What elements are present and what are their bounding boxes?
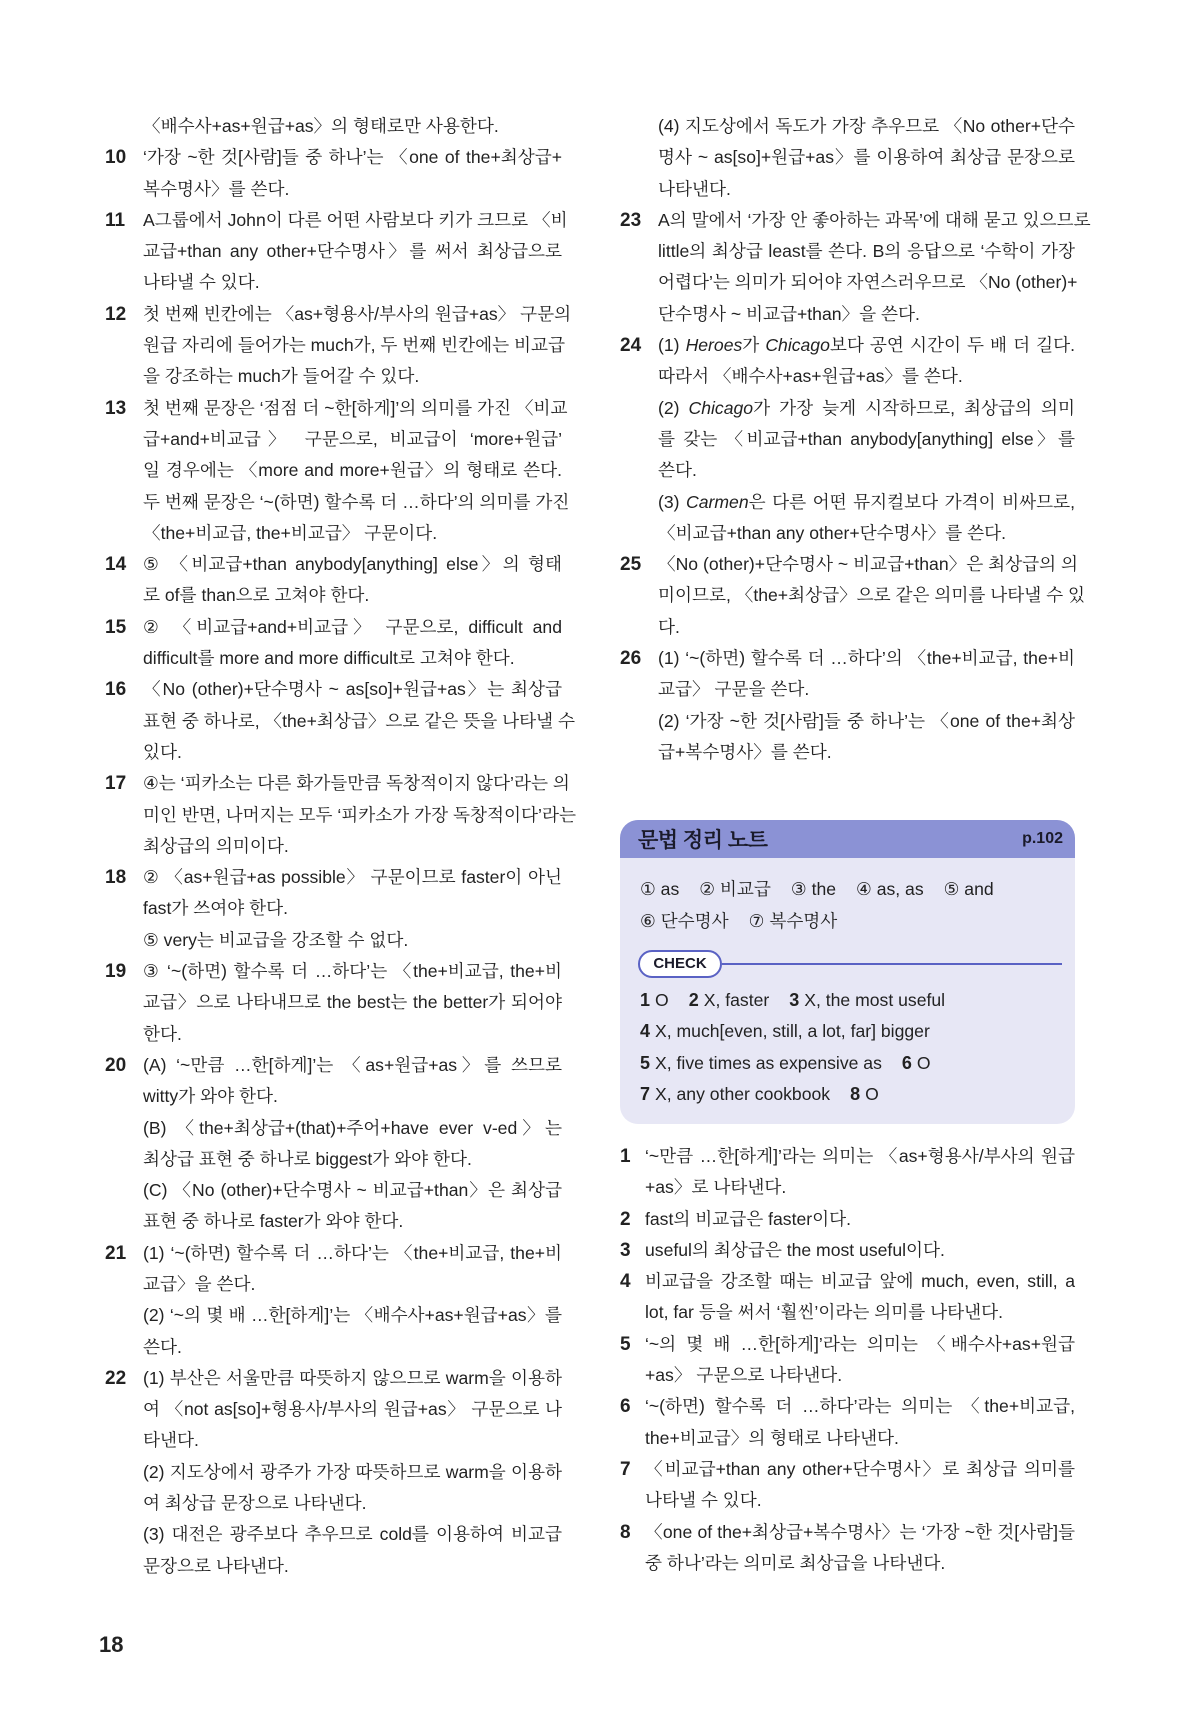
item-paragraph	[658, 393, 1075, 487]
item-body	[143, 956, 562, 1050]
text-line	[658, 393, 1075, 424]
item-number: 18	[105, 867, 127, 889]
item-paragraph	[645, 1391, 1075, 1454]
answer-item	[105, 956, 562, 1050]
item-paragraph	[645, 1204, 1075, 1235]
item-paragraph	[143, 1113, 562, 1176]
text-line: (4) 지도상에서 독도가 가장 추우므로 〈No other+단수	[658, 116, 1075, 136]
text-line: 단수명사 ~ 비교급+than〉을 쓴다.	[658, 303, 920, 324]
text-line: 타낸다.	[143, 1430, 199, 1451]
check-number: 8	[850, 1083, 861, 1104]
text-line: 〈배수사+as+원급+as〉의 형태로만 사용한다.	[143, 116, 499, 136]
text-line: +as〉 구문으로 나타낸다.	[645, 1365, 843, 1386]
text-line: 로 of를 than으로 고쳐야 한다.	[143, 585, 370, 606]
check-answer	[640, 1021, 930, 1041]
blank-answer: ① as	[640, 879, 680, 899]
text-line: 다.	[658, 616, 680, 637]
check-number: 6	[901, 1052, 912, 1073]
answer-item	[105, 1363, 562, 1582]
text-line: ‘~(하면) 할수록 더 …하다’라는 의미는 〈the+비교급,	[645, 1396, 1075, 1417]
item-number: 21	[105, 1242, 127, 1264]
item-paragraph	[658, 487, 1075, 550]
text-line: 〈the+비교급, the+비교급〉 구문이다.	[143, 522, 438, 543]
item-body	[658, 549, 1086, 643]
answer-item	[620, 1141, 1075, 1204]
text-line: difficult를 more and more difficult로 고쳐야 한다.	[143, 648, 515, 669]
blank-answer: ⑦ 복수명사	[748, 911, 838, 931]
item-body	[143, 393, 570, 549]
check-number: 2	[688, 990, 699, 1010]
text-line: 여 〈not as[so]+형용사/부사의 원급+as〉 구문으로 나	[143, 1399, 562, 1420]
item-paragraph	[143, 674, 575, 768]
text-line: (2) 지도상에서 광주가 가장 따뜻하므로 warm을 이용하	[143, 1461, 562, 1482]
text-line: 있다.	[143, 741, 182, 762]
check-number: 4	[640, 1021, 651, 1042]
check-line	[640, 985, 965, 1016]
item-body	[143, 1238, 562, 1363]
right-answer-column	[620, 111, 1091, 768]
item-number: 3	[620, 1239, 631, 1261]
text-line: 를 갖는 〈비교급+than anybody[anything] else〉를	[658, 428, 1075, 449]
text-line: 첫 번째 빈칸에는 〈as+형용사/부사의 원급+as〉 구문의	[143, 303, 572, 324]
item-number: 6	[620, 1396, 631, 1418]
check-answer	[640, 1084, 830, 1104]
text-line: (A) ‘~만큼 …한[하게]’는 〈as+원급+as〉를 쓰므로	[143, 1054, 562, 1075]
text-line: 〈No (other)+단수명사 ~ 비교급+than〉은 최상급의 의	[658, 554, 1078, 575]
check-number: 7	[640, 1083, 651, 1104]
item-body	[658, 205, 1091, 330]
item-number	[620, 111, 658, 205]
item-paragraph	[645, 1329, 1075, 1392]
item-paragraph	[645, 1266, 1075, 1329]
item-paragraph	[658, 330, 1075, 393]
item-number: 15	[105, 616, 127, 638]
item-number	[105, 111, 143, 142]
check-value: O	[655, 990, 669, 1010]
check-value: X, any other cookbook	[655, 1083, 831, 1104]
text-line: 원급 자리에 들어가는 much가, 두 번째 빈칸에는 비교급	[143, 335, 566, 356]
item-body	[645, 1141, 1075, 1204]
grammar-note-answers	[640, 873, 1060, 937]
text-line: 급+and+비교급〉 구문으로, 비교급이 ‘more+원급’	[143, 428, 562, 449]
text-line: (1) ‘~(하면) 할수록 더 …하다’의 〈the+비교급, the+비	[658, 648, 1075, 669]
check-answer	[902, 1053, 931, 1073]
answer-item	[105, 768, 576, 862]
item-paragraph	[645, 1454, 1075, 1517]
text-line: ④는 ‘피카소는 다른 화가들만큼 독창적이지 않다’라는 의	[143, 773, 570, 794]
text-line: A그룹에서 John이 다른 어떤 사람보다 키가 크므로 〈비	[143, 209, 568, 230]
check-answer	[789, 990, 945, 1010]
item-body	[143, 612, 562, 675]
check-number: 5	[640, 1052, 651, 1073]
item-body	[645, 1391, 1075, 1454]
text-line: ⑤ very는 비교급을 강조할 수 없다.	[143, 929, 409, 950]
item-body	[645, 1517, 1075, 1580]
text-line: useful의 최상급은 the most useful이다.	[645, 1239, 945, 1260]
text-line: 쓴다.	[658, 460, 697, 481]
text-line: 나타낼 수 있다.	[143, 272, 260, 293]
text-line: (3) 대전은 광주보다 추우므로 cold를 이용하여 비교급	[143, 1524, 562, 1545]
text-segment: 가	[742, 335, 766, 356]
answer-item	[620, 1204, 1075, 1235]
text-line: 미인 반면, 나머지는 모두 ‘피카소가 가장 독창적이다’라는	[143, 804, 576, 825]
grammar-note-title: 문법 정리 노트	[638, 829, 768, 852]
answer-item	[620, 330, 1075, 549]
answer-item	[105, 1238, 562, 1363]
item-paragraph	[143, 956, 562, 1050]
italic-title: Heroes	[685, 335, 743, 356]
text-line: +as〉로 나타낸다.	[645, 1177, 787, 1198]
item-number: 24	[620, 335, 642, 357]
text-line: 교급+than any other+단수명사〉를 써서 최상급으로	[143, 241, 562, 262]
item-paragraph	[143, 549, 562, 612]
item-body	[645, 1454, 1075, 1517]
text-line: 쓴다.	[143, 1336, 182, 1357]
blank-answer: ② 비교급	[699, 879, 771, 899]
grammar-note-page-ref: p.102	[1022, 830, 1063, 847]
item-number: 20	[105, 1054, 127, 1076]
item-body	[143, 674, 575, 768]
text-line: 복수명사〉를 쓴다.	[143, 178, 290, 199]
item-paragraph	[143, 1519, 562, 1582]
item-body	[143, 142, 562, 205]
text-segment: 보다 공연 시간이 두 배 더 길다.	[829, 335, 1076, 356]
item-body	[645, 1329, 1075, 1392]
answer-item	[620, 1329, 1075, 1392]
text-line: A의 말에서 ‘가장 안 좋아하는 과목’에 대해 묻고 있으므로	[658, 209, 1091, 230]
item-body	[658, 111, 1075, 205]
item-paragraph	[143, 612, 562, 675]
item-body	[645, 1235, 1075, 1266]
answer-item	[105, 612, 562, 675]
check-value: X, faster	[703, 990, 770, 1010]
answer-item	[620, 1266, 1075, 1329]
text-line: (2) ‘가장 ~한 것[사람]들 중 하나’는 〈one of the+최상	[658, 710, 1075, 731]
text-line: 문장으로 나타낸다.	[143, 1555, 289, 1576]
text-line: 〈비교급+than any other+단수명사〉로 최상급 의미를	[645, 1458, 1075, 1479]
item-body	[658, 643, 1075, 768]
answer-item	[620, 111, 1075, 205]
item-number: 8	[620, 1521, 631, 1543]
italic-title: Chicago	[688, 397, 754, 418]
text-line: 〈one of the+최상급+복수명사〉는 ‘가장 ~한 것[사람]들	[645, 1521, 1075, 1542]
text-line: 명사 ~ as[so]+원급+as〉를 이용하여 최상급 문장으로	[658, 147, 1075, 168]
answer-item	[620, 205, 1091, 330]
text-line: 최상급 표현 중 하나로 biggest가 와야 한다.	[143, 1148, 472, 1169]
text-line: 따라서 〈배수사+as+원급+as〉를 쓴다.	[658, 366, 963, 387]
text-line: (C) 〈No (other)+단수명사 ~ 비교급+than〉은 최상급	[143, 1180, 562, 1201]
text-line: ② 〈as+원급+as possible〉 구문이므로 faster이 아닌	[143, 867, 562, 888]
text-line: 〈No (other)+단수명사 ~ as[so]+원급+as〉는 최상급	[143, 679, 562, 700]
item-paragraph	[645, 1517, 1075, 1580]
check-value: X, the most useful	[804, 990, 946, 1010]
item-number: 19	[105, 961, 127, 983]
text-line: 최상급의 의미이다.	[143, 835, 289, 856]
item-body	[143, 768, 576, 862]
answer-item	[620, 643, 1075, 768]
item-body	[645, 1204, 1075, 1235]
item-number: 7	[620, 1458, 631, 1480]
check-line	[640, 1079, 965, 1110]
text-line: ③ ‘~(하면) 할수록 더 …하다’는 〈the+비교급, the+비	[143, 961, 562, 982]
check-value: X, five times as expensive as	[655, 1052, 882, 1073]
divider-line	[722, 963, 1062, 965]
answer-item	[620, 549, 1086, 643]
check-answer	[640, 990, 669, 1010]
text-line: ② 〈비교급+and+비교급〉 구문으로, difficult and	[143, 616, 562, 637]
text-line: 〈비교급+than any other+단수명사〉를 쓴다.	[658, 522, 1006, 543]
text-segment: (2)	[658, 397, 689, 418]
item-paragraph	[143, 111, 562, 142]
item-number: 25	[620, 554, 642, 576]
check-answers	[640, 985, 965, 1110]
item-paragraph	[658, 205, 1091, 330]
check-number: 3	[789, 990, 800, 1010]
check-value: O	[916, 1052, 931, 1073]
text-line: 어렵다’는 의미가 되어야 자연스러우므로 〈No (other)+	[658, 272, 1078, 293]
item-paragraph	[143, 1050, 562, 1113]
text-line: ⑤ 〈비교급+than anybody[anything] else〉의 형태	[143, 554, 562, 575]
text-line: 표현 중 하나로 faster가 와야 한다.	[143, 1211, 404, 1232]
text-line: ‘~의 몇 배 …한[하게]’라는 의미는 〈배수사+as+원급	[645, 1333, 1075, 1354]
check-badge: CHECK	[638, 950, 722, 978]
text-line: 표현 중 하나로, 〈the+최상급〉으로 같은 뜻을 나타낼 수	[143, 710, 575, 731]
check-number: 1	[640, 990, 651, 1010]
text-line	[658, 330, 1075, 361]
grammar-note-header	[620, 820, 1075, 858]
answer-item	[105, 142, 562, 205]
item-paragraph	[143, 205, 568, 299]
text-line	[658, 487, 1075, 518]
text-line: little의 최상급 least를 쓴다. B의 응답으로 ‘수학이 가장	[658, 241, 1075, 262]
item-body	[645, 1266, 1075, 1329]
text-line: 비교급을 강조할 때는 비교급 앞에 much, even, still, a	[645, 1271, 1075, 1292]
item-number: 17	[105, 773, 127, 795]
left-answer-column	[105, 111, 576, 1582]
item-paragraph	[143, 1300, 562, 1363]
answer-item	[105, 393, 570, 549]
item-paragraph	[143, 862, 562, 925]
answer-item	[105, 1050, 562, 1238]
text-segment: (1)	[658, 335, 686, 356]
text-line: fast가 쓰여야 한다.	[143, 898, 288, 919]
check-line	[640, 1048, 965, 1079]
text-line: witty가 와야 한다.	[143, 1086, 278, 1107]
item-number: 16	[105, 679, 127, 701]
text-line: 교급〉을 쓴다.	[143, 1273, 256, 1294]
blank-answer: ④ as, as	[856, 879, 924, 899]
text-line: ‘~만큼 …한[하게]’라는 의미는 〈as+형용사/부사의 원급	[645, 1146, 1075, 1166]
blank-answer: ⑥ 단수명사	[640, 911, 729, 931]
text-line: (1) 부산은 서울만큼 따뜻하지 않으므로 warm을 이용하	[143, 1367, 562, 1388]
text-line: 한다.	[143, 1023, 182, 1044]
text-segment: 가 가장 늦게 시작하므로, 최상급의 의미	[753, 397, 1076, 418]
check-value: O	[865, 1083, 879, 1104]
check-answer	[640, 1053, 882, 1073]
answer-item	[105, 111, 562, 142]
text-line: 중 하나’라는 의미로 최상급을 나타낸다.	[645, 1552, 946, 1573]
item-paragraph	[645, 1235, 1075, 1266]
check-answer	[850, 1084, 879, 1104]
item-paragraph	[143, 299, 572, 393]
text-line: (2) ‘~의 몇 배 …한[하게]’는 〈배수사+as+원급+as〉를	[143, 1305, 562, 1326]
text-line: 나타낸다.	[658, 178, 731, 199]
answer-item	[620, 1235, 1075, 1266]
answer-item	[105, 299, 572, 393]
item-number: 10	[105, 147, 127, 169]
item-paragraph	[658, 111, 1075, 205]
check-value: X, much[even, still, a lot, far] bigger	[655, 1021, 930, 1042]
text-segment: 은 다른 어떤 뮤지컬보다 가격이 비싸므로,	[748, 491, 1076, 512]
text-line: lot, far 등을 써서 ‘훨씬’이라는 의미를 나타낸다.	[645, 1302, 1003, 1323]
italic-title: Carmen	[686, 491, 749, 512]
answer-item	[105, 549, 562, 612]
item-number: 5	[620, 1333, 631, 1355]
check-explanations	[620, 1141, 1075, 1579]
item-number: 14	[105, 554, 127, 576]
text-segment: (3)	[658, 491, 687, 512]
text-line: (1) ‘~(하면) 할수록 더 …하다’는 〈the+비교급, the+비	[143, 1242, 562, 1263]
text-line: 첫 번째 문장은 ‘점점 더 ~한[하게]’의 의미를 가진 〈비교	[143, 397, 568, 418]
text-line: 일 경우에는 〈more and more+원급〉의 형태로 쓴다.	[143, 460, 562, 481]
answer-item	[105, 205, 568, 299]
answer-item	[620, 1517, 1075, 1580]
italic-title: Chicago	[765, 335, 830, 356]
answer-item	[105, 862, 562, 956]
item-number: 26	[620, 648, 642, 670]
item-body	[658, 330, 1075, 549]
item-body	[143, 111, 562, 142]
blank-answer: ⑤ and	[943, 879, 994, 899]
text-line: 급+복수명사〉를 쓴다.	[658, 741, 832, 762]
check-line	[640, 1016, 965, 1047]
item-body	[143, 1050, 562, 1238]
blank-answer: ③ the	[790, 879, 837, 899]
item-number: 11	[105, 209, 126, 231]
page-number: 18	[99, 1632, 124, 1657]
item-paragraph	[143, 925, 562, 956]
item-body	[143, 205, 568, 299]
text-line: 나타낼 수 있다.	[645, 1490, 762, 1511]
answer-item	[620, 1454, 1075, 1517]
item-number: 2	[620, 1208, 631, 1230]
text-line: 미이므로, 〈the+최상급〉으로 같은 의미를 나타낼 수 있	[658, 585, 1086, 606]
text-line: 을 강조하는 much가 들어갈 수 있다.	[143, 366, 420, 387]
item-body	[143, 549, 562, 612]
text-line: the+비교급〉의 형태로 나타낸다.	[645, 1427, 899, 1448]
text-line: 두 번째 문장은 ‘~(하면) 할수록 더 …하다’의 의미를 가진	[143, 491, 570, 512]
answer-item	[620, 1391, 1075, 1454]
grammar-note-box	[620, 820, 1075, 1124]
item-paragraph	[658, 706, 1075, 769]
text-line: 교급〉으로 나타내므로 the best는 the better가 되어야	[143, 992, 562, 1013]
check-answer	[689, 990, 770, 1010]
text-line: ‘가장 ~한 것[사람]들 중 하나’는 〈one of the+최상급+	[143, 147, 562, 168]
item-paragraph	[143, 1175, 562, 1238]
item-paragraph	[143, 1457, 562, 1520]
item-paragraph	[658, 643, 1075, 706]
text-line: (B) 〈the+최상급+(that)+주어+have ever v-ed〉는	[143, 1117, 562, 1138]
item-paragraph	[658, 549, 1086, 643]
item-paragraph	[143, 393, 570, 549]
text-line: 여 최상급 문장으로 나타낸다.	[143, 1493, 367, 1514]
item-paragraph	[143, 768, 576, 862]
item-paragraph	[143, 1363, 562, 1457]
item-number: 4	[620, 1271, 631, 1293]
check-divider	[638, 950, 1062, 978]
text-line: fast의 비교급은 faster이다.	[645, 1208, 851, 1229]
item-number: 12	[105, 303, 127, 325]
answer-item	[105, 674, 575, 768]
item-body	[143, 299, 572, 393]
item-number: 22	[105, 1367, 127, 1389]
item-number: 1	[620, 1146, 631, 1167]
item-paragraph	[143, 142, 562, 205]
item-body	[143, 1363, 562, 1582]
text-line: 교급〉 구문을 쓴다.	[658, 679, 810, 700]
item-paragraph	[645, 1141, 1075, 1204]
item-number: 23	[620, 209, 642, 231]
item-body	[143, 862, 562, 956]
item-paragraph	[143, 1238, 562, 1301]
item-number: 13	[105, 397, 127, 419]
